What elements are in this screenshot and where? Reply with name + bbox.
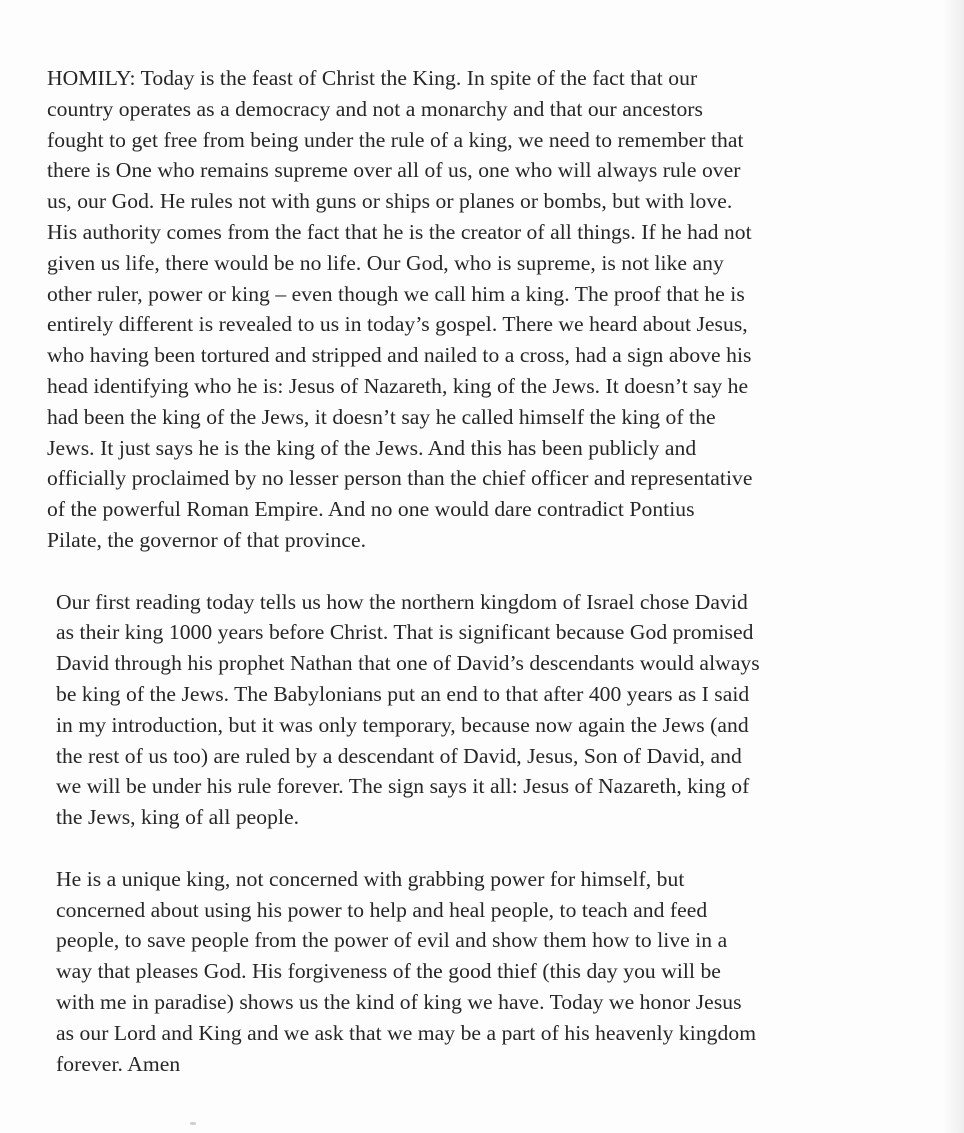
text-line: who having been tortured and stripped and nailed to a cross, had a sign above his [47,343,752,368]
text-line: way that pleases God. His forgiveness of the good thief (this day you will be [56,959,721,984]
paragraph-1 [47,63,937,556]
text-line: Our first reading today tells us how the northern kingdom of Israel chose David [56,589,748,614]
text-line: officially proclaimed by no lesser person than the chief officer and representative [47,466,753,491]
text-line: people, to save people from the power of evil and show them how to live in a [56,928,728,953]
text-line: fought to get free from being under the rule of a king, we need to remember that [47,127,744,152]
text-line: Jews. It just says he is the king of the Jews. And this has been publicly and [47,435,697,460]
paragraph-2 [47,587,937,833]
text-line: concerned about using his power to help and heal people, to teach and feed [56,897,708,922]
scan-shadow-edge [942,0,964,1133]
text-line: had been the king of the Jews, it doesn’t say he called himself the king of the [47,404,716,429]
text-line: with me in paradise) shows us the kind of king we have. Today we honor Jesus [56,989,742,1014]
text-line: be king of the Jews. The Babylonians put an end to that after 400 years as I said [56,681,750,706]
homily-text [47,63,937,1079]
text-line: He is a unique king, not concerned with grabbing power for himself, but [56,866,685,891]
text-line: we will be under his rule forever. The sign says it all: Jesus of Nazareth, king of [56,774,750,799]
text-line: as our Lord and King and we ask that we may be a part of his heavenly kingdom [56,1020,757,1045]
text-line: His authority comes from the fact that he is the creator of all things. If he had not [47,219,752,244]
text-line: the rest of us too) are ruled by a descendant of David, Jesus, Son of David, and [56,743,742,768]
text-line: David through his prophet Nathan that one of David’s descendants would always [56,651,760,676]
text-line: entirely different is revealed to us in today’s gospel. There we heard about Jesus, [47,312,748,337]
paragraph-3 [47,864,937,1080]
text-line: the Jews, king of all people. [56,805,300,830]
text-line: in my introduction, but it was only temporary, because now again the Jews (and [56,712,749,737]
text-line: other ruler, power or king – even though we call him a king. The proof that he is [47,281,745,306]
text-line: forever. Amen [56,1051,181,1076]
scan-speck [190,1122,196,1125]
text-line: there is One who remains supreme over all of us, one who will always rule over [47,158,741,183]
text-line: us, our God. He rules not with guns or ships or planes or bombs, but with love. [47,189,733,214]
text-line: HOMILY: Today is the feast of Christ the King. In spite of the fact that our [47,66,698,90]
text-line: given us life, there would be no life. Our God, who is supreme, is not like any [47,250,724,275]
text-line: as their king 1000 years before Christ. That is significant because God promised [56,620,754,645]
text-line: Pilate, the governor of that province. [47,527,367,552]
text-line: head identifying who he is: Jesus of Nazareth, king of the Jews. It doesn’t say he [47,373,749,398]
text-line: country operates as a democracy and not a monarchy and that our ancestors [47,96,704,121]
text-line: of the powerful Roman Empire. And no one would dare contradict Pontius [47,497,695,522]
